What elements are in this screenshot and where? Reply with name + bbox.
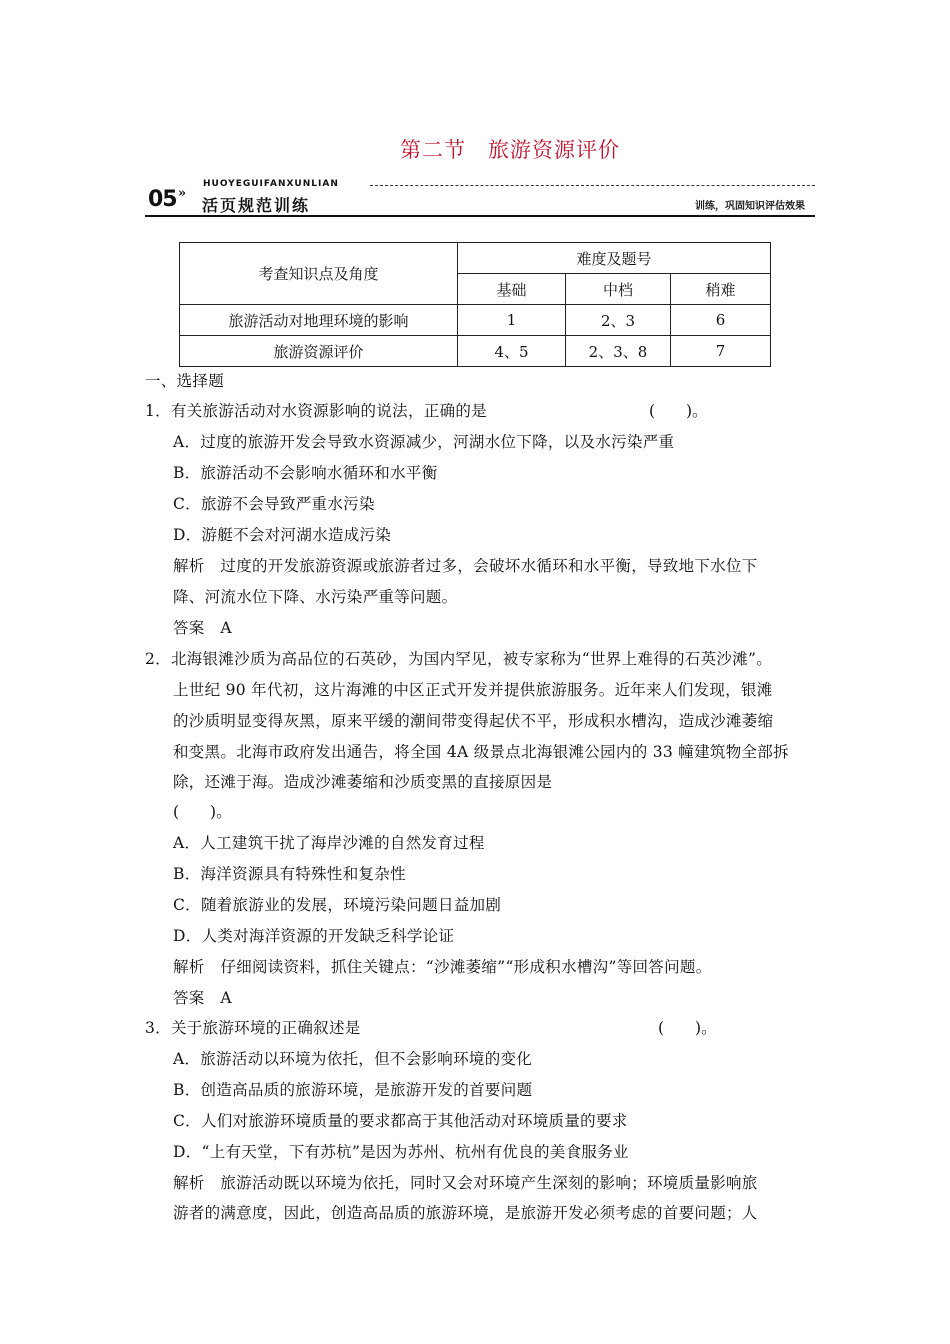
table-cell-medium: 2、3、8: [566, 336, 671, 367]
q2-answer-blank: ( )。: [173, 803, 232, 821]
q1-analysis-line: 降、河流水位下降、水污染严重等问题。: [173, 588, 458, 606]
table-cell-basic: 4、5: [458, 336, 566, 367]
q3-stem: 3．关于旅游环境的正确叙述是: [145, 1019, 361, 1037]
banner-number: 05: [148, 187, 177, 212]
q2-option-c: C．随着旅游业的发展，环境污染问题日益加剧: [173, 896, 502, 914]
banner-label: 活页规范训练: [202, 196, 311, 215]
table-cell-topic: 旅游活动对地理环境的影响: [180, 305, 458, 336]
q1-option-d: D．游艇不会对河湖水造成污染: [173, 526, 392, 544]
q1-option-a: A．过度的旅游开发会导致水资源减少，河湖水位下降，以及水污染严重: [173, 433, 675, 451]
q2-stem-line: 2．北海银滩沙质为高品位的石英砂，为国内罕见，被专家称为“世界上难得的石英沙滩”。: [145, 650, 773, 668]
q2-analysis: 解析 仔细阅读资料，抓住关键点：“沙滩萎缩”“形成积水槽沟”等回答问题。: [173, 958, 712, 976]
q3-option-d: D．“上有天堂，下有苏杭”是因为苏州、杭州有优良的美食服务业: [173, 1143, 629, 1161]
q1-stem: 1．有关旅游活动对水资源影响的说法，正确的是: [145, 402, 487, 420]
table-level-medium: 中档: [566, 274, 671, 305]
table-row: [180, 305, 771, 336]
q3-answer-blank: ( )。: [658, 1019, 717, 1037]
q1-answer-blank: ( )。: [649, 402, 708, 420]
banner-slogan: 训练，巩固知识评估效果: [695, 201, 805, 212]
banner-dashed-rule: [370, 185, 815, 186]
q3-option-c: C．人们对旅游环境质量的要求都高于其他活动对环境质量的要求: [173, 1112, 628, 1130]
table-row: [180, 336, 771, 367]
table-cell-hard: 6: [671, 305, 771, 336]
table-header-difficulty: 难度及题号: [458, 243, 771, 274]
q3-analysis-line: 解析 旅游活动既以环境为依托，同时又会对环境产生深刻的影响；环境质量影响旅: [173, 1174, 758, 1192]
q2-option-b: B．海洋资源具有特殊性和复杂性: [173, 865, 406, 883]
q1-option-b: B．旅游活动不会影响水循环和水平衡: [173, 464, 438, 482]
table-cell-hard: 7: [671, 336, 771, 367]
q1-option-c: C．旅游不会导致严重水污染: [173, 495, 375, 513]
section-heading: 一、选择题: [145, 372, 225, 390]
q1-analysis-line: 解析 过度的开发旅游资源或旅游者过多，会破坏水循环和水平衡，导致地下水位下: [173, 557, 758, 575]
table-level-basic: 基础: [458, 274, 566, 305]
q3-analysis-line: 游者的满意度，因此，创造高品质的旅游环境，是旅游开发必须考虑的首要问题；人: [173, 1204, 758, 1222]
q2-answer: 答案 A: [173, 989, 232, 1007]
double-chevron-icon: »: [178, 186, 187, 201]
table-cell-basic: 1: [458, 305, 566, 336]
page-title: 第二节 旅游资源评价: [400, 138, 620, 162]
q2-stem-line: 除，还滩于海。造成沙滩萎缩和沙质变黑的直接原因是: [173, 773, 553, 791]
table-level-hard: 稍难: [671, 274, 771, 305]
section-banner: [145, 181, 815, 217]
knowledge-table: [179, 242, 771, 367]
table-header-topic: 考查知识点及角度: [180, 243, 458, 305]
q2-option-a: A．人工建筑干扰了海岸沙滩的自然发育过程: [173, 834, 485, 852]
q2-stem-line: 上世纪 90 年代初，这片海滩的中区正式开发并提供旅游服务。近年来人们发现，银滩: [173, 681, 773, 699]
banner-pinyin: HUOYEGUIFANXUNLIAN: [203, 179, 339, 189]
q2-stem-line: 和变黑。北海市政府发出通告，将全国 4A 级景点北海银滩公园内的 33 幢建筑物全部拆: [173, 743, 789, 761]
q2-option-d: D．人类对海洋资源的开发缺乏科学论证: [173, 927, 455, 945]
q2-stem-line: 的沙质明显变得灰黑，原来平缓的潮间带变得起伏不平，形成积水槽沟，造成沙滩萎缩: [173, 712, 774, 730]
table-cell-topic: 旅游资源评价: [180, 336, 458, 367]
q3-option-a: A．旅游活动以环境为依托，但不会影响环境的变化: [173, 1050, 533, 1068]
banner-rule: [145, 215, 815, 217]
q1-answer: 答案 A: [173, 619, 232, 637]
q3-option-b: B．创造高品质的旅游环境，是旅游开发的首要问题: [173, 1081, 533, 1099]
table-cell-medium: 2、3: [566, 305, 671, 336]
